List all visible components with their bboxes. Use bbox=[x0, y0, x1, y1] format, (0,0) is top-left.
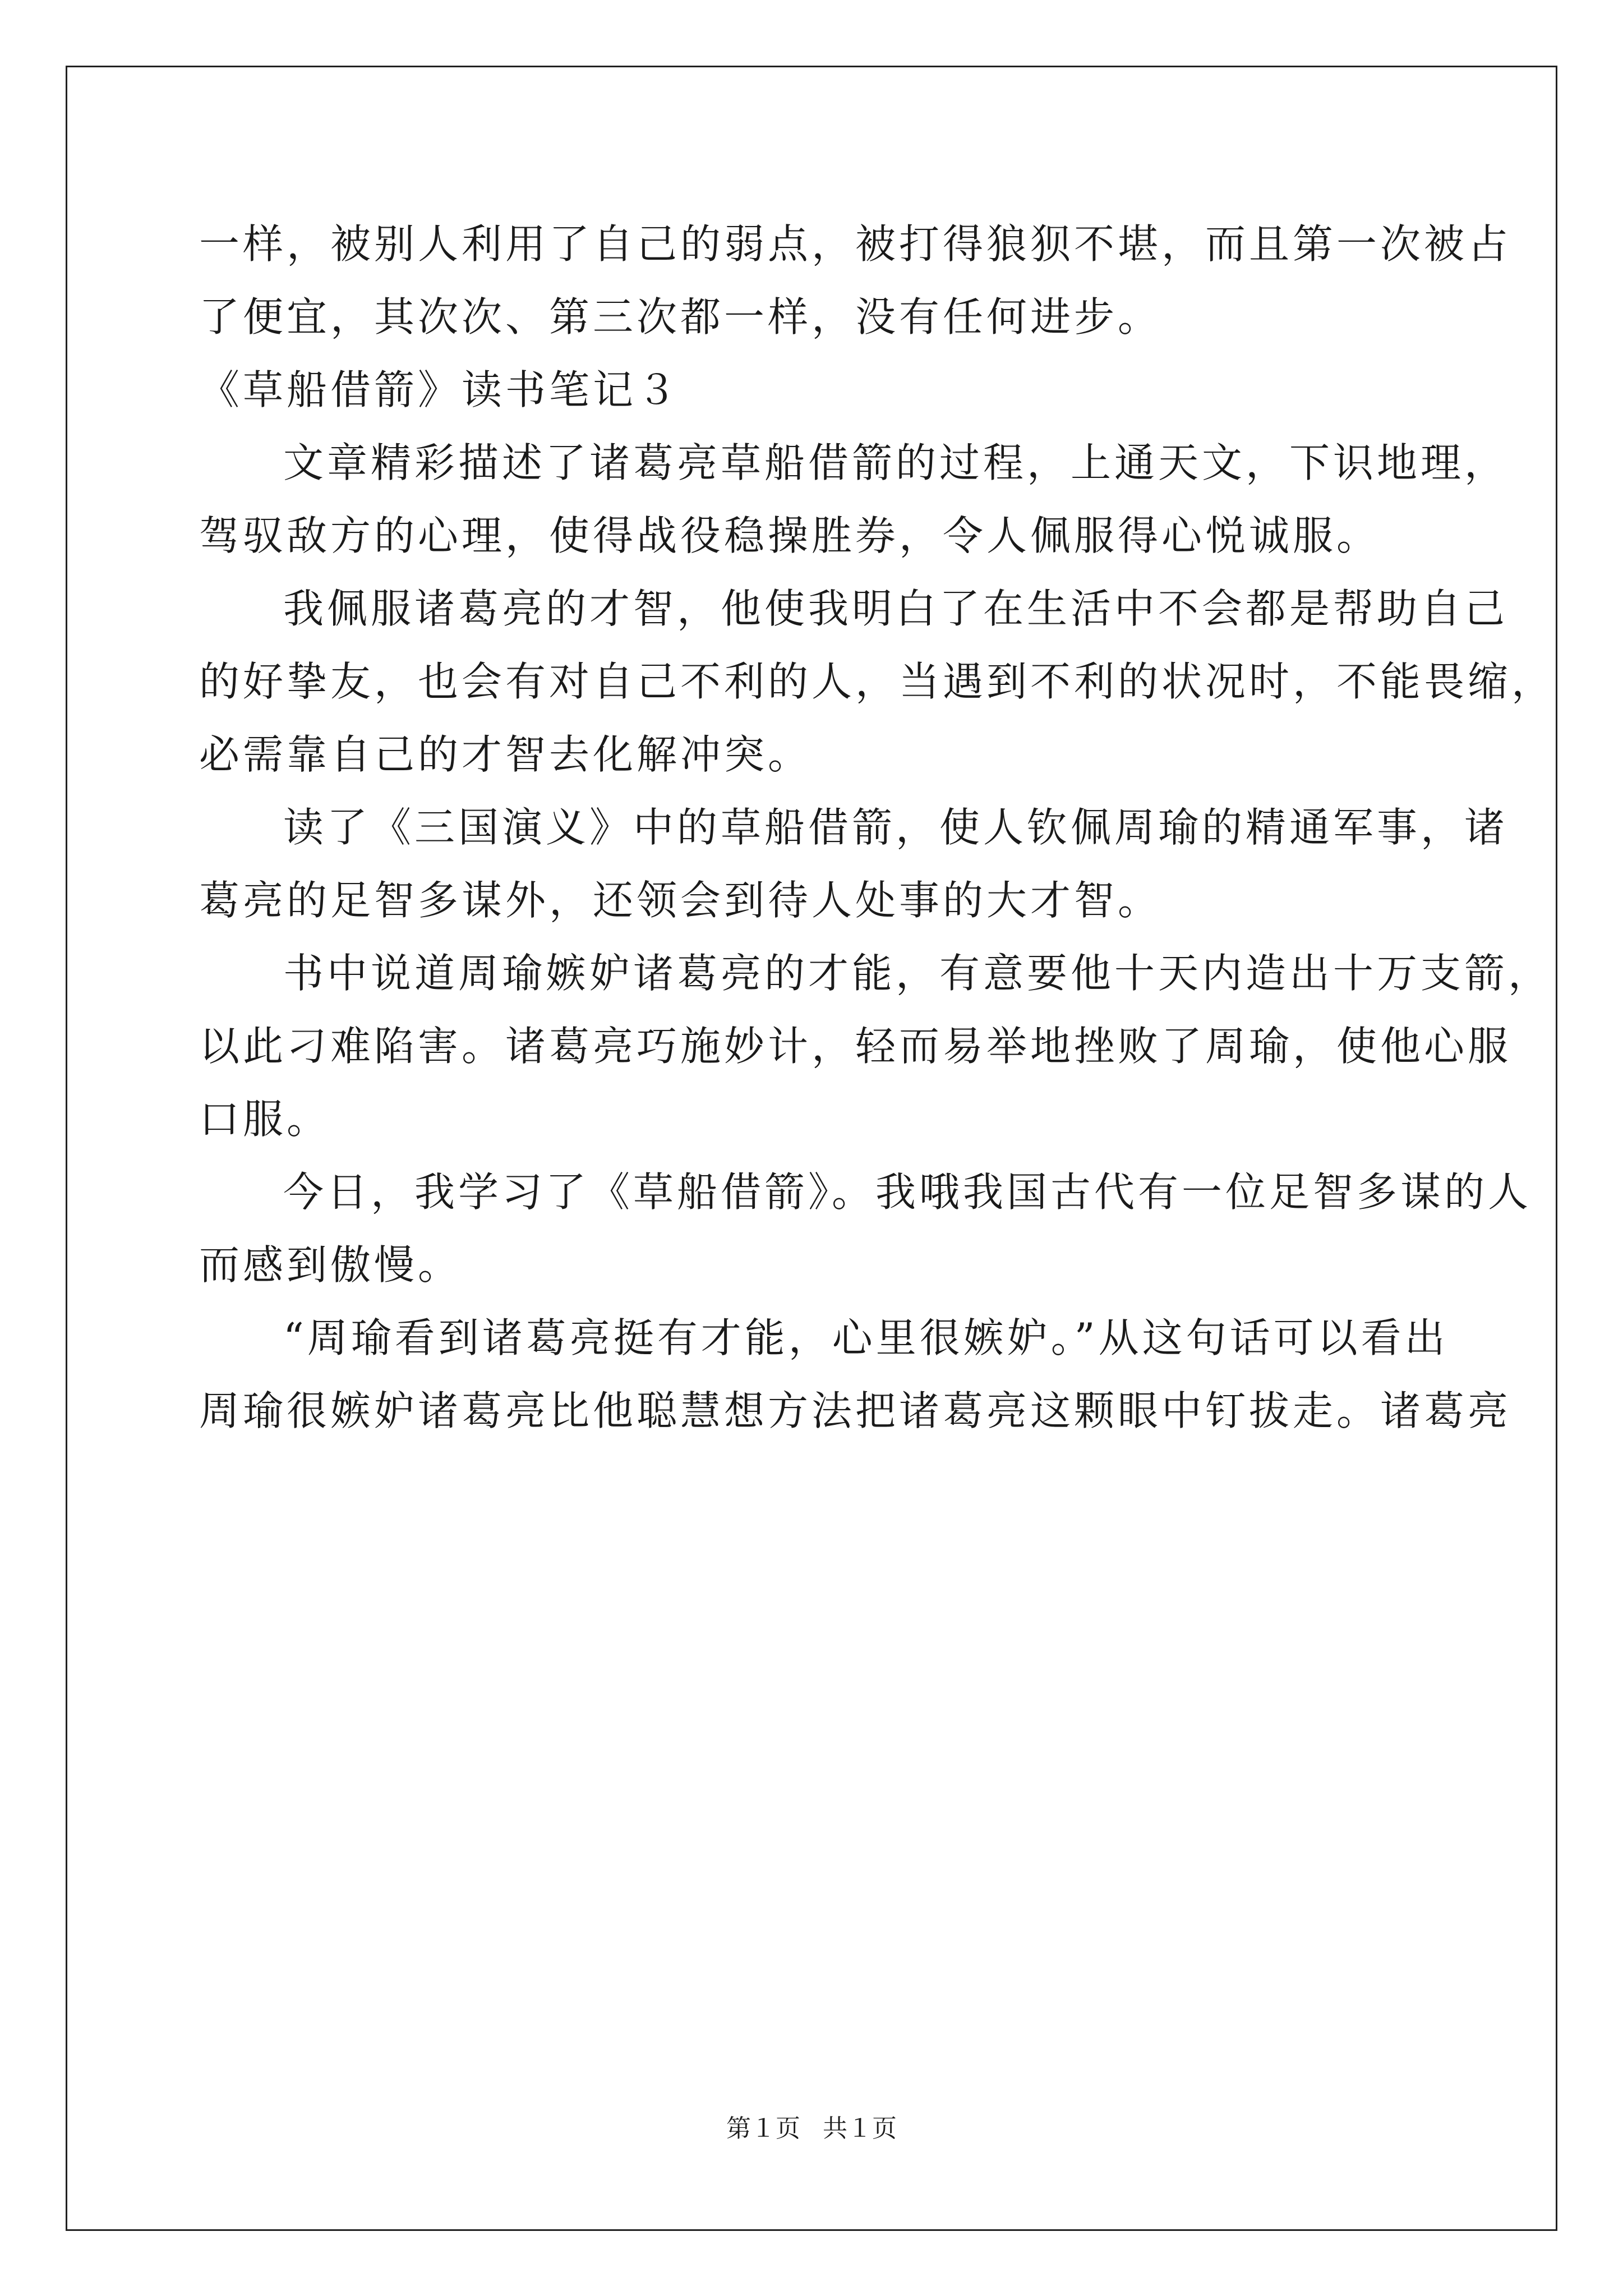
text-line: 一样，被别人利用了自己的弱点，被打得狼狈不堪，而且第一次被占 bbox=[199, 220, 1512, 268]
text-line: 了便宜，其次次、第三次都一样，没有任何进步。 bbox=[199, 293, 1162, 341]
page-number-current: 第１页 bbox=[726, 2114, 800, 2143]
document-body bbox=[199, 208, 1556, 1447]
text-line: 驾驭敌方的心理，使得战役稳操胜券，令人佩服得心悦诚服。 bbox=[199, 512, 1381, 559]
text-line: 的好挚友，也会有对自己不利的人，当遇到不利的状况时，不能畏缩， bbox=[199, 658, 1556, 705]
text-line: 文章精彩描述了诸葛亮草船借箭的过程，上通天文，下识地理， bbox=[283, 439, 1509, 486]
text-line: 而感到傲慢。 bbox=[199, 1241, 462, 1289]
text-line: 书中说道周瑜嫉妒诸葛亮的才能，有意要他十天内造出十万支箭， bbox=[283, 950, 1552, 997]
text-line: 葛亮的足智多谋外，还领会到待人处事的大才智。 bbox=[199, 877, 1162, 924]
page-number-total: 共１页 bbox=[823, 2114, 897, 2143]
text-line: 周瑜很嫉妒诸葛亮比他聪慧想方法把诸葛亮这颗眼中钉拔走。诸葛亮 bbox=[199, 1387, 1512, 1434]
text-line: 以此刁难陷害。诸葛亮巧施妙计，轻而易举地挫败了周瑜，使他心服 bbox=[199, 1023, 1512, 1070]
page-footer bbox=[0, 2112, 1623, 2146]
text-line: 必需靠自己的才智去化解冲突。 bbox=[199, 731, 812, 778]
text-line: 我佩服诸葛亮的才智，他使我明白了在生活中不会都是帮助自己 bbox=[283, 585, 1509, 632]
text-line: 口服。 bbox=[199, 1096, 331, 1143]
text-line: 读了《三国演义》中的草船借箭，使人钦佩周瑜的精通军事，诸 bbox=[283, 804, 1509, 851]
section-heading: 《草船借箭》读书笔记３ bbox=[199, 366, 681, 413]
text-line: 今日，我学习了《草船借箭》。我哦我国古代有一位足智多谋的人 bbox=[283, 1168, 1532, 1216]
text-line: “周瑜看到诸葛亮挺有才能，心里很嫉妒。”从这句话可以看出 bbox=[283, 1314, 1449, 1361]
